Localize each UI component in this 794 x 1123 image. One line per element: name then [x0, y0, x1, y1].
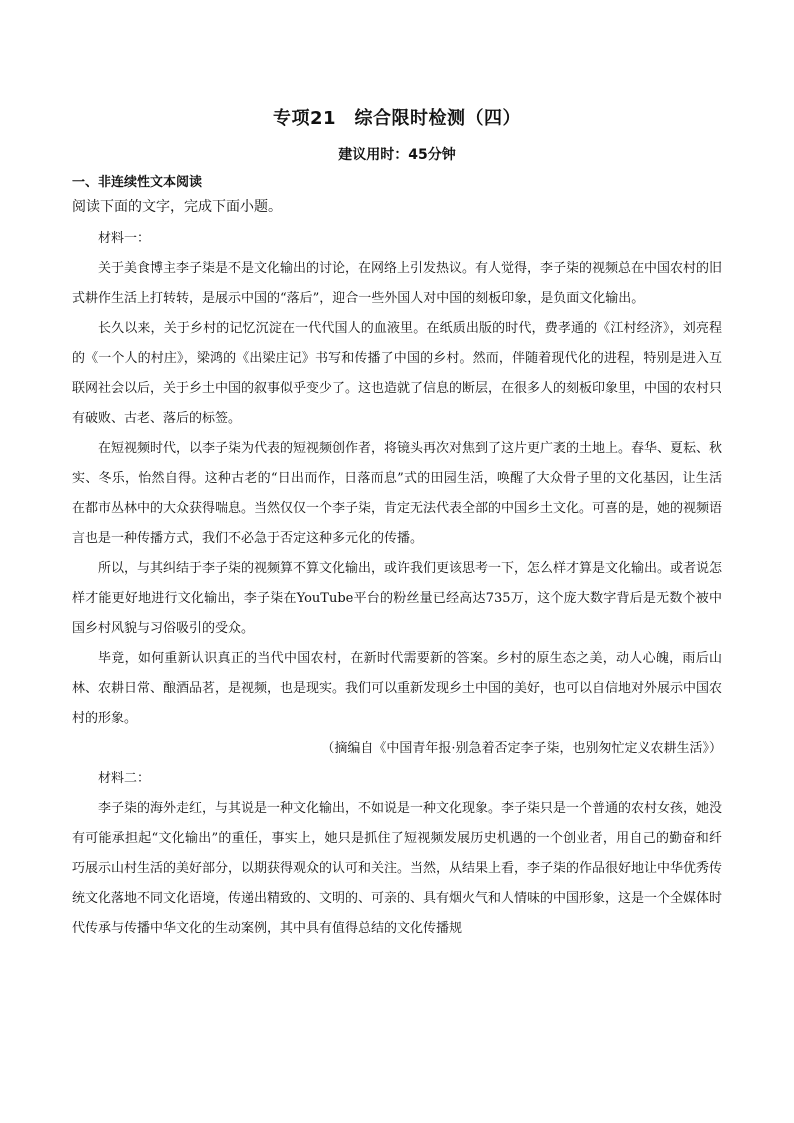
material-1-paragraph-2: 长久以来，关于乡村的记忆沉淀在一代代国人的血液里。在纸质出版的时代，费孝通的《江村经济》，刘亮程的《一个人的村庄》，梁鸿的《出梁庄记》书写和传播了中国的乡村。然而，伴随着现代化的进程，特别是进入互联网社会以后，关于乡土中国的叙事似乎变少了。这也造就了信息的断层，在很多人的刻板印象里，中国的农村只有破败、古老、落后的标签。 [72, 321, 723, 426]
page-title: 专项21 综合限时检测（四） [272, 108, 522, 129]
material-2-paragraph-1: 李子柒的海外走红，与其说是一种文化输出，不如说是一种文化现象。李子柒只是一个普通的农村女孩，她没有可能承担起“文化输出”的重任，事实上，她只是抓住了短视频发展历史机遇的一个创业者，用自己的勤奋和纤巧展示山村生活的美好部分，以期获得观众的认可和关注。当然，从结果上看，李子柒的作品很好地让中华优秀传统文化落地不同文化语境，传递出精致的、文明的、可亲的、具有烟火气和人情味的中国形象，这是一个全媒体时代传承与传播中华文化的生动案例，其中具有值得总结的文化传播规 [72, 801, 723, 936]
reading-instruction: 阅读下面的文字，完成下面小题。 [72, 199, 282, 215]
reading-passage [72, 224, 722, 944]
section-heading: 一、非连续性文本阅读 [72, 175, 203, 190]
material-1-source: （摘编自《中国青年报·别急着否定李子柒，也别匆忙定义农耕生活》） [321, 741, 722, 756]
recommended-time: 建议用时：45分钟 [338, 147, 456, 163]
material-1-paragraph-1: 关于美食博主李子柒是不是文化输出的讨论，在网络上引发热议。有人觉得，李子柒的视频总在中国农村的旧式耕作生活上打转转，是展示中国的“落后”，迎合一些外国人对中国的刻板印象，是负面文化输出。 [72, 261, 723, 306]
material-1-paragraph-3: 在短视频时代，以李子柒为代表的短视频创作者，将镜头再次对焦到了这片更广袤的土地上。春华、夏耘、秋实、冬乐，怡然自得。这种古老的“日出而作，日落而息”式的田园生活，唤醒了大众骨子里的文化基因，让生活在都市丛林中的大众获得喘息。当然仅仅一个李子柒，肯定无法代表全部的中国乡土文化。可喜的是，她的视频语言也是一种传播方式，我们不必急于否定这种多元化的传播。 [72, 441, 723, 546]
material-1-label: 材料一： [98, 231, 151, 246]
material-1-paragraph-5: 毕竟，如何重新认识真正的当代中国农村，在新时代需要新的答案。乡村的原生态之美，动人心魄，雨后山林、农耕日常、酿酒品茗，是视频，也是现实。我们可以重新发现乡土中国的美好，也可以自信地对外展示中国农村的形象。 [72, 651, 723, 726]
material-2-label: 材料二： [98, 771, 151, 786]
material-1-paragraph-4: 所以，与其纠结于李子柒的视频算不算文化输出，或许我们更该思考一下，怎么样才算是文化输出。或者说怎样才能更好地进行文化输出，李子柒在YouTube平台的粉丝量已经高达735万，这个庞大数字背后是无数个被中国乡村风貌与习俗吸引的受众。 [72, 561, 723, 636]
